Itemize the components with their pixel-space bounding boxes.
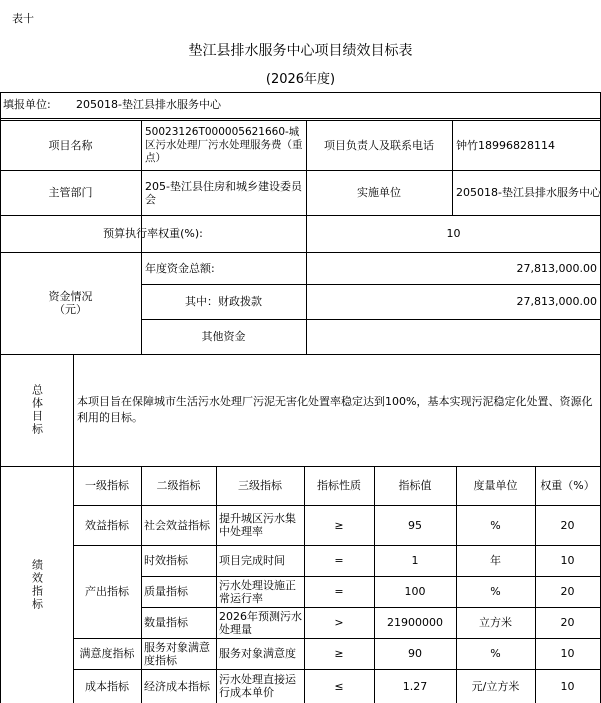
indicator-l3: 项目完成时间 [219,554,285,567]
indicator-weight: 10 [560,554,575,567]
indicator-value: 95 [408,518,422,532]
indicator-weight: 20 [560,585,575,598]
indicator-value: 1.27 [402,679,428,693]
header-unit: 度量单位 [473,479,518,492]
funds-total-value: 27,813,000.00 [516,261,597,275]
funds-other-label: 其他资金 [201,330,246,343]
indicator-level1: 效益指标 [85,518,129,532]
goal-label-text: 总体目标 [30,384,44,436]
project-name-label: 项目名称 [48,138,93,152]
header-level3: 三级指标 [238,479,282,492]
dept-label: 主管部门 [48,186,93,199]
indicator-l3: 2026年预测污水处理量 [219,609,302,636]
header-value: 指标值 [398,479,432,492]
funds-total-label: 年度资金总额: [145,261,215,275]
indicator-unit: % [490,518,501,532]
indicator-l3: 服务对象满意度 [219,647,296,660]
funds-fiscal-label: 其中：财政拨款 [185,295,262,308]
budget-weight-label: 预算执行率权重(%): [103,227,203,240]
grid-line-h [0,118,601,119]
project-owner-label: 项目负责人及联系电话 [324,138,434,152]
indicator-unit: 立方米 [479,616,512,629]
indicator-l2: 数量指标 [144,616,188,629]
fill-unit-value: 205018-垫江县排水服务中心 [76,97,221,111]
goal-text: 本项目旨在保障城市生活污水处理厂污泥无害化处置率稳定达到100%，基本实现污泥稳定化处置、资源化利用的目标。 [77,395,593,424]
indicator-unit: 年 [490,554,501,567]
indicator-l3: 污水处理直接运行成本单价 [219,673,296,699]
fill-unit-label: 填报单位: [3,97,51,111]
year-subtitle: (2026年度) [265,72,336,87]
header-level1: 一级指标 [85,479,129,492]
project-owner-value: 钟竹18996828114 [456,138,555,152]
indicator-weight: 10 [560,679,575,693]
header-weight: 权重（%） [540,479,595,492]
indicator-l2: 服务对象满意度指标 [144,640,210,667]
budget-weight-value: 10 [446,227,461,240]
indicator-l3: 提升城区污水集中处理率 [219,512,296,538]
indicator-nature: > [334,616,344,629]
indicator-level1: 满意度指标 [79,647,135,660]
indicator-l2: 经济成本指标 [144,679,210,693]
indicator-l2: 质量指标 [144,585,188,598]
indicator-l2: 社会效益指标 [144,518,210,532]
indicator-value: 100 [404,585,426,598]
indicator-level1: 成本指标 [85,679,129,693]
indicator-nature: ≥ [334,647,344,660]
performance-label [0,466,73,703]
indicator-weight: 20 [560,616,575,629]
goal-label [0,354,73,466]
funds-fiscal-value: 27,813,000.00 [516,295,597,308]
indicator-weight: 10 [560,647,575,660]
header-level2: 二级指标 [156,479,201,492]
indicator-level1: 产出指标 [85,585,129,598]
performance-label-text: 绩效指标 [30,558,44,611]
header-nature: 指标性质 [317,479,361,492]
impl-label: 实施单位 [357,186,401,199]
indicator-unit: 元/立方米 [471,679,520,693]
funds-label: 资金情况 （元） [48,290,93,316]
indicator-weight: 20 [560,518,575,532]
impl-value: 205018-垫江县排水服务中心 [456,186,601,199]
page-title: 垫江县排水服务中心项目绩效目标表 [188,43,413,59]
indicator-value: 90 [408,647,422,660]
indicator-nature: = [334,585,344,598]
indicator-l2: 时效指标 [144,554,188,567]
dept-value: 205-垫江县住房和城乡建设委员会 [145,179,302,206]
indicator-value: 1 [411,554,419,567]
indicator-value: 21900000 [387,616,443,629]
indicator-nature: ≤ [334,679,344,693]
table-number: 表十 [12,12,34,25]
indicator-unit: % [490,585,501,598]
indicator-nature: ≥ [334,518,344,532]
indicator-nature: = [334,554,344,567]
indicator-unit: % [490,647,501,660]
project-name-value: 50023126T000005621660-城区污水处理厂污水处理服务费（重点） [145,125,303,164]
indicator-l3: 污水处理设施正常运行率 [219,578,296,605]
funds-other-value [306,319,601,354]
